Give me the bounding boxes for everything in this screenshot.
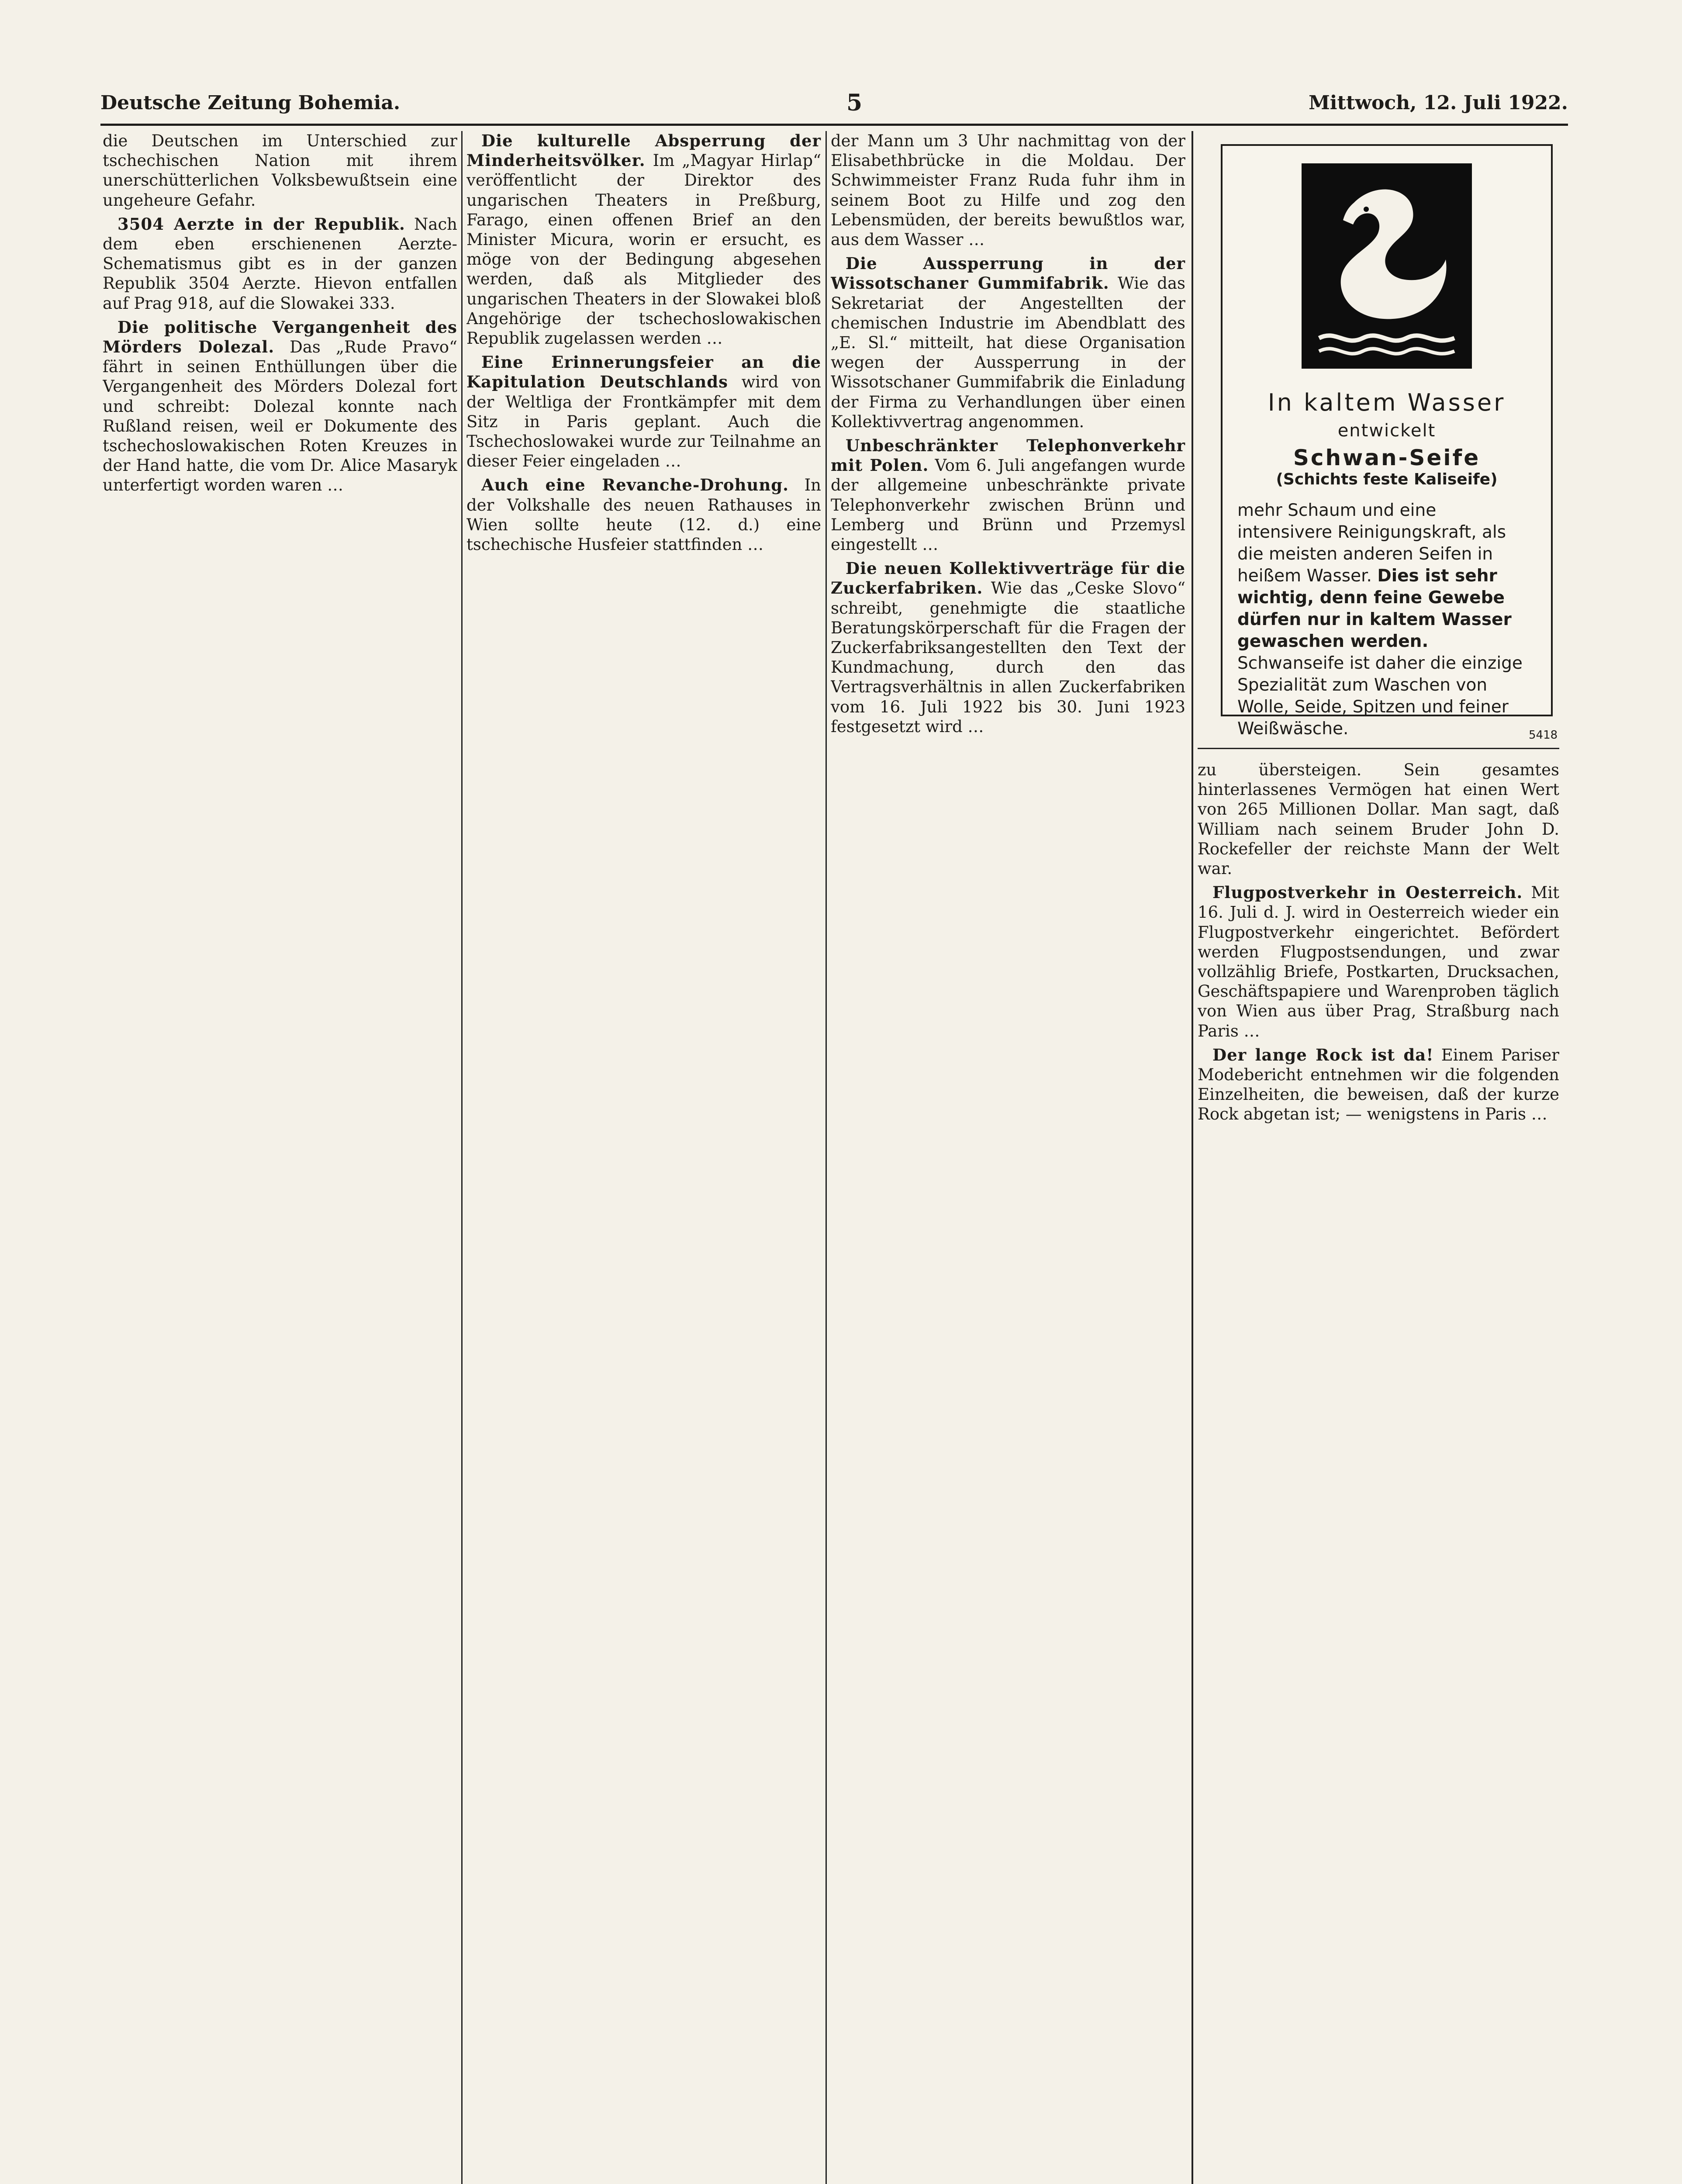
article-paragraph [831,559,1185,736]
ad-headline: In kaltem Wasser [1268,389,1506,416]
column-3 [831,131,1185,2184]
article-text: Einem Pariser Modebericht entnehmen wir die folgenden Einzelheiten, die beweisen, daß der kurze Rock abgetan ist; — wenigstens in Paris … [1198,1045,1559,1124]
article-text: Wie das „Ceske Slovo“ schreibt, genehmigte die staatliche Beratungskörperschaft für die Fragen der Zuckerfabriksangestellten den Text der Kundmachung, durch den das Vertragsverhältnis in allen Zuckerfabriken vom 16. Juli 1922 bis 30. Juni 1923 festgesetzt wird … [831,579,1185,736]
article-paragraph [466,475,821,554]
article-text: Im „Magyar Hirlap“ veröffentlicht der Direktor des ungarischen Theaters in Preßburg, Farago, einen offenen Brief an den Minister Micura, worin er ersucht, es möge von der Bedingung abgesehen werden, daß als Mitglieder des ungarischen Theaters in der Slowakei bloß Angehörige der tschechoslowakischen Republik zugelassen werden … [466,151,821,348]
column-2 [466,131,821,2184]
ad-body-part: Schwanseife ist daher die einzige Spezialität zum Waschen von Wolle, Seide, Spitzen und feiner Weißwäsche. [1237,653,1523,739]
article-text: Mit 16. Juli d. J. wird in Oesterreich wieder ein Flugpostverkehr eingerichtet. Befördert werden Flugpostsendungen, und zwar vollzählig Briefe, Postkarten, Drucksachen, Geschäftspapiere und Warenproben täglich von Wien aus über Prag, Straßburg nach Paris … [1198,883,1559,1040]
ad-note: (Schichts feste Kaliseife) [1276,470,1498,488]
column-divider [1192,131,1193,2184]
ad-subline: entwickelt [1337,421,1436,441]
article-heading: Die neuen Kollektivverträge für die Zuckerfabriken. [831,559,1185,598]
article-text: wird von der Weltliga der Frontkämpfer mit dem Sitz in Paris geplant. Auch die Tschechoslowakei wurde zur Teilnahme an dieser Feier eingeladen … [466,373,821,471]
article-heading: Flugpostverkehr in Oesterreich. [1212,883,1523,902]
article-heading: Auch eine Revanche-Drohung. [481,475,789,495]
article-heading: Eine Erinnerungsfeier an die Kapitulation Deutschlands [466,352,821,392]
article-heading: Der lange Rock ist da! [1212,1045,1434,1064]
ad-body-part: mehr Schaum und eine intensivere Reinigungskraft, als die meisten anderen Seifen in heißem Wasser. [1237,501,1506,586]
article-paragraph [831,254,1185,432]
article-text: die Deutschen im Unterschied zur tschechischen Nation mit ihrem unerschütterlichen Volksbewußtsein eine ungeheure Gefahr. [103,131,457,210]
article-heading: Die politische Vergangenheit des Mörders Dolezal. [103,317,457,357]
column-divider [1198,748,1559,749]
column-divider [461,131,463,2184]
article-paragraph [466,352,821,471]
article-text: Wie das Sekretariat der Angestellten der chemischen Industrie im Abendblatt des „E. Sl.“ mitteilt, hat diese Organisation wegen der Aussperrung in der Wissotschaner Gummifabrik die Einladung der Firma zu Verhandlungen über einen Kollektivvertrag angenommen. [831,274,1185,431]
article-paragraph [831,436,1185,554]
article-paragraph [103,131,457,210]
page-number: 5 [846,89,863,116]
article-heading: Die Aussperrung in der Wissotschaner Gummifabrik. [831,254,1185,293]
ad-body-part: Dies ist sehr wichtig, denn feine Gewebe dürfen nur in kaltem Wasser gewaschen werden. [1237,566,1512,651]
ad-code: 5418 [1529,729,1558,742]
ad-body [1237,500,1536,740]
article-heading: 3504 Aerzte in der Republik. [117,214,405,234]
article-text: zu übersteigen. Sein gesamtes hinterlassenes Vermögen hat einen Wert von 265 Millionen Dollar. Man sagt, daß William nach seinem Bruder John D. Rockefeller der reichste Mann der Welt war. [1198,760,1559,878]
article-heading: Unbeschränkter Telephonverkehr mit Polen. [831,436,1185,475]
article-paragraph [831,131,1185,249]
article-paragraph [103,214,457,313]
newspaper-title: Deutsche Zeitung Bohemia. [100,91,401,114]
ad-brand: Schwan-Seife [1293,445,1481,470]
article-text: Das „Rude Pravo“ fährt in seinen Enthüllungen über die Vergangenheit des Mörders Dolezal fort und schreibt: Dolezal konnte nach Rußland reisen, weil er Dokumente des tschechoslowakischen Roten Kreuzes in der Hand hatte, die vom Dr. Alice Masaryk unterfertigt worden waren … [103,338,457,495]
article-text: der Mann um 3 Uhr nachmittag von der Elisabethbrücke in die Moldau. Der Schwimmeister Franz Ruda fuhr ihm in seinem Boot zu Hilfe und zog den Lebensmüden, der bereits bewußtlos war, aus dem Wasser … [831,131,1185,249]
column-4 [1198,760,1559,2184]
article-paragraph [103,318,457,495]
issue-date: Mittwoch, 12. Juli 1922. [1309,91,1568,114]
article-heading: Die kulturelle Absperrung der Minderheitsvölker. [466,131,821,170]
masthead [100,90,1568,126]
swan-logo-icon [1302,163,1472,369]
article-text: Nach dem eben erschienenen Aerzte-Schematismus gibt es in der ganzen Republik 3504 Aerzte. Hievon entfallen auf Prag 918, auf die Slowakei 333. [103,214,457,313]
article-paragraph [1198,760,1559,878]
article-paragraph [466,131,821,348]
column-divider [825,131,827,2184]
article-text: In der Volkshalle des neuen Rathauses in Wien sollte heute (12. d.) eine tschechische Husfeier stattfinden … [466,476,821,554]
article-paragraph [1198,1045,1559,1124]
article-text: Vom 6. Juli angefangen wurde der allgemeine unbeschränkte private Telephonverkehr zwischen Brünn und Lemberg und Brünn und Przemysl eingestellt … [831,456,1185,554]
column-1 [103,131,457,2184]
article-paragraph [1198,883,1559,1041]
